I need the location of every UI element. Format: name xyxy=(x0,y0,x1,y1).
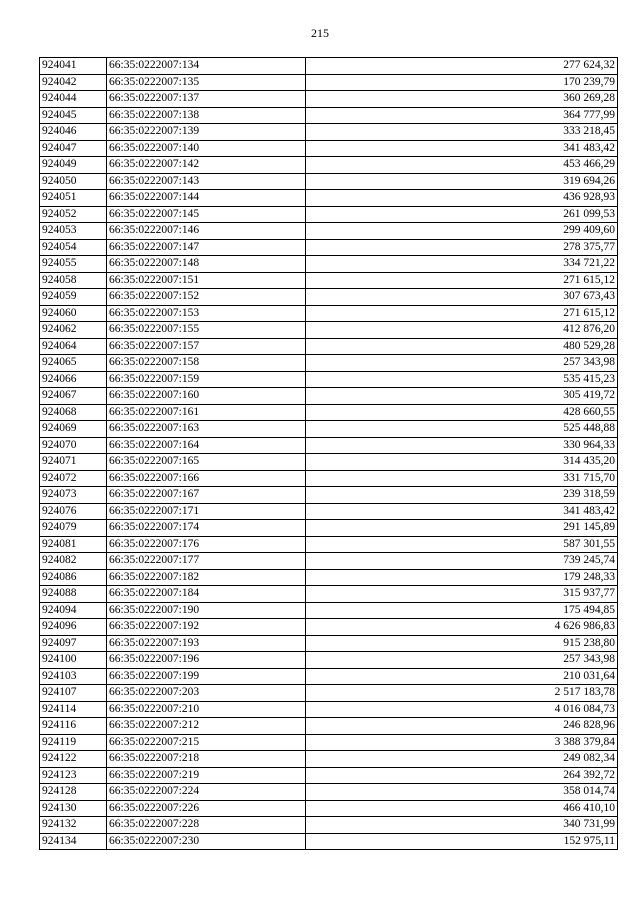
table-row xyxy=(40,91,618,108)
cadastral-number-cell: 66:35:0222007:146 xyxy=(107,223,306,240)
table-row xyxy=(40,173,618,190)
value-cell: 257 343,98 xyxy=(306,652,618,669)
value-cell: 179 248,33 xyxy=(306,569,618,586)
cadastral-number-cell: 66:35:0222007:228 xyxy=(107,817,306,834)
table-row xyxy=(40,421,618,438)
row-id-cell: 924100 xyxy=(40,652,107,669)
cadastral-number-cell: 66:35:0222007:203 xyxy=(107,685,306,702)
table-row xyxy=(40,668,618,685)
row-id-cell: 924044 xyxy=(40,91,107,108)
table-row xyxy=(40,140,618,157)
value-cell: 299 409,60 xyxy=(306,223,618,240)
table-row xyxy=(40,619,618,636)
table-row xyxy=(40,256,618,273)
row-id-cell: 924064 xyxy=(40,338,107,355)
table-row xyxy=(40,338,618,355)
value-cell: 314 435,20 xyxy=(306,454,618,471)
table-row xyxy=(40,520,618,537)
value-cell: 535 415,23 xyxy=(306,371,618,388)
table-row xyxy=(40,437,618,454)
row-id-cell: 924103 xyxy=(40,668,107,685)
table-row xyxy=(40,289,618,306)
value-cell: 466 410,10 xyxy=(306,800,618,817)
row-id-cell: 924041 xyxy=(40,58,107,75)
cadastral-number-cell: 66:35:0222007:177 xyxy=(107,553,306,570)
cadastral-number-cell: 66:35:0222007:196 xyxy=(107,652,306,669)
row-id-cell: 924055 xyxy=(40,256,107,273)
value-cell: 257 343,98 xyxy=(306,355,618,372)
value-cell: 278 375,77 xyxy=(306,239,618,256)
cadastral-number-cell: 66:35:0222007:151 xyxy=(107,272,306,289)
row-id-cell: 924088 xyxy=(40,586,107,603)
cadastral-number-cell: 66:35:0222007:153 xyxy=(107,305,306,322)
value-cell: 453 466,29 xyxy=(306,157,618,174)
table-row xyxy=(40,503,618,520)
table-row xyxy=(40,355,618,372)
cadastral-number-cell: 66:35:0222007:155 xyxy=(107,322,306,339)
table-row xyxy=(40,569,618,586)
value-cell: 360 269,28 xyxy=(306,91,618,108)
value-cell: 307 673,43 xyxy=(306,289,618,306)
table-row xyxy=(40,404,618,421)
table-row xyxy=(40,388,618,405)
table-row xyxy=(40,371,618,388)
cadastral-number-cell: 66:35:0222007:157 xyxy=(107,338,306,355)
table-row xyxy=(40,223,618,240)
row-id-cell: 924053 xyxy=(40,223,107,240)
row-id-cell: 924067 xyxy=(40,388,107,405)
row-id-cell: 924076 xyxy=(40,503,107,520)
row-id-cell: 924094 xyxy=(40,602,107,619)
table-row xyxy=(40,586,618,603)
cadastral-number-cell: 66:35:0222007:226 xyxy=(107,800,306,817)
row-id-cell: 924116 xyxy=(40,718,107,735)
table-row xyxy=(40,239,618,256)
cadastral-number-cell: 66:35:0222007:182 xyxy=(107,569,306,586)
table-row xyxy=(40,206,618,223)
cadastral-number-cell: 66:35:0222007:218 xyxy=(107,751,306,768)
table-row xyxy=(40,784,618,801)
value-cell: 319 694,26 xyxy=(306,173,618,190)
value-cell: 436 928,93 xyxy=(306,190,618,207)
value-cell: 331 715,70 xyxy=(306,470,618,487)
table-row xyxy=(40,751,618,768)
page-number: 215 xyxy=(311,26,329,40)
cadastral-number-cell: 66:35:0222007:137 xyxy=(107,91,306,108)
table-row xyxy=(40,74,618,91)
cadastral-number-cell: 66:35:0222007:158 xyxy=(107,355,306,372)
table-row xyxy=(40,107,618,124)
cadastral-number-cell: 66:35:0222007:165 xyxy=(107,454,306,471)
row-id-cell: 924107 xyxy=(40,685,107,702)
cadastral-number-cell: 66:35:0222007:160 xyxy=(107,388,306,405)
row-id-cell: 924047 xyxy=(40,140,107,157)
cadastral-number-cell: 66:35:0222007:192 xyxy=(107,619,306,636)
value-cell: 334 721,22 xyxy=(306,256,618,273)
cadastral-number-cell: 66:35:0222007:199 xyxy=(107,668,306,685)
value-cell: 330 964,33 xyxy=(306,437,618,454)
row-id-cell: 924070 xyxy=(40,437,107,454)
row-id-cell: 924081 xyxy=(40,536,107,553)
cadastral-number-cell: 66:35:0222007:176 xyxy=(107,536,306,553)
table-row xyxy=(40,470,618,487)
cadastral-number-cell: 66:35:0222007:140 xyxy=(107,140,306,157)
value-cell: 210 031,64 xyxy=(306,668,618,685)
table-row xyxy=(40,734,618,751)
value-cell: 315 937,77 xyxy=(306,586,618,603)
row-id-cell: 924079 xyxy=(40,520,107,537)
cadastral-number-cell: 66:35:0222007:135 xyxy=(107,74,306,91)
table-row xyxy=(40,718,618,735)
row-id-cell: 924060 xyxy=(40,305,107,322)
row-id-cell: 924058 xyxy=(40,272,107,289)
row-id-cell: 924062 xyxy=(40,322,107,339)
value-cell: 277 624,32 xyxy=(306,58,618,75)
value-cell: 4 016 084,73 xyxy=(306,701,618,718)
value-cell: 305 419,72 xyxy=(306,388,618,405)
value-cell: 249 082,34 xyxy=(306,751,618,768)
cadastral-value-table xyxy=(39,57,618,850)
cadastral-number-cell: 66:35:0222007:147 xyxy=(107,239,306,256)
table-row xyxy=(40,124,618,141)
row-id-cell: 924054 xyxy=(40,239,107,256)
row-id-cell: 924082 xyxy=(40,553,107,570)
row-id-cell: 924051 xyxy=(40,190,107,207)
cadastral-number-cell: 66:35:0222007:171 xyxy=(107,503,306,520)
cadastral-number-cell: 66:35:0222007:139 xyxy=(107,124,306,141)
row-id-cell: 924049 xyxy=(40,157,107,174)
row-id-cell: 924128 xyxy=(40,784,107,801)
table-row xyxy=(40,767,618,784)
table-row xyxy=(40,685,618,702)
cadastral-number-cell: 66:35:0222007:163 xyxy=(107,421,306,438)
row-id-cell: 924097 xyxy=(40,635,107,652)
value-cell: 587 301,55 xyxy=(306,536,618,553)
value-cell: 341 483,42 xyxy=(306,140,618,157)
cadastral-number-cell: 66:35:0222007:152 xyxy=(107,289,306,306)
cadastral-number-cell: 66:35:0222007:142 xyxy=(107,157,306,174)
value-cell: 333 218,45 xyxy=(306,124,618,141)
row-id-cell: 924046 xyxy=(40,124,107,141)
value-cell: 525 448,88 xyxy=(306,421,618,438)
table-row xyxy=(40,553,618,570)
value-cell: 152 975,11 xyxy=(306,833,618,850)
value-cell: 4 626 986,83 xyxy=(306,619,618,636)
table-row xyxy=(40,701,618,718)
value-cell: 2 517 183,78 xyxy=(306,685,618,702)
value-cell: 261 099,53 xyxy=(306,206,618,223)
cadastral-number-cell: 66:35:0222007:210 xyxy=(107,701,306,718)
table-row xyxy=(40,190,618,207)
cadastral-number-cell: 66:35:0222007:215 xyxy=(107,734,306,751)
value-cell: 246 828,96 xyxy=(306,718,618,735)
table-row xyxy=(40,58,618,75)
value-cell: 428 660,55 xyxy=(306,404,618,421)
value-cell: 271 615,12 xyxy=(306,305,618,322)
table-row xyxy=(40,652,618,669)
row-id-cell: 924069 xyxy=(40,421,107,438)
row-id-cell: 924065 xyxy=(40,355,107,372)
cadastral-number-cell: 66:35:0222007:193 xyxy=(107,635,306,652)
row-id-cell: 924086 xyxy=(40,569,107,586)
table-body xyxy=(40,58,618,850)
cadastral-number-cell: 66:35:0222007:144 xyxy=(107,190,306,207)
cadastral-number-cell: 66:35:0222007:184 xyxy=(107,586,306,603)
cadastral-number-cell: 66:35:0222007:143 xyxy=(107,173,306,190)
value-cell: 739 245,74 xyxy=(306,553,618,570)
row-id-cell: 924134 xyxy=(40,833,107,850)
value-cell: 264 392,72 xyxy=(306,767,618,784)
cadastral-number-cell: 66:35:0222007:159 xyxy=(107,371,306,388)
row-id-cell: 924068 xyxy=(40,404,107,421)
row-id-cell: 924059 xyxy=(40,289,107,306)
row-id-cell: 924052 xyxy=(40,206,107,223)
cadastral-number-cell: 66:35:0222007:145 xyxy=(107,206,306,223)
row-id-cell: 924096 xyxy=(40,619,107,636)
cadastral-number-cell: 66:35:0222007:230 xyxy=(107,833,306,850)
value-cell: 271 615,12 xyxy=(306,272,618,289)
table-row xyxy=(40,602,618,619)
table-row xyxy=(40,536,618,553)
cadastral-number-cell: 66:35:0222007:224 xyxy=(107,784,306,801)
value-cell: 480 529,28 xyxy=(306,338,618,355)
row-id-cell: 924123 xyxy=(40,767,107,784)
value-cell: 412 876,20 xyxy=(306,322,618,339)
cadastral-number-cell: 66:35:0222007:190 xyxy=(107,602,306,619)
row-id-cell: 924114 xyxy=(40,701,107,718)
table-row xyxy=(40,487,618,504)
row-id-cell: 924119 xyxy=(40,734,107,751)
table-row xyxy=(40,635,618,652)
row-id-cell: 924050 xyxy=(40,173,107,190)
value-cell: 340 731,99 xyxy=(306,817,618,834)
cadastral-number-cell: 66:35:0222007:212 xyxy=(107,718,306,735)
row-id-cell: 924132 xyxy=(40,817,107,834)
row-id-cell: 924073 xyxy=(40,487,107,504)
cadastral-number-cell: 66:35:0222007:161 xyxy=(107,404,306,421)
cadastral-number-cell: 66:35:0222007:174 xyxy=(107,520,306,537)
value-cell: 175 494,85 xyxy=(306,602,618,619)
row-id-cell: 924042 xyxy=(40,74,107,91)
row-id-cell: 924130 xyxy=(40,800,107,817)
row-id-cell: 924072 xyxy=(40,470,107,487)
table-row xyxy=(40,305,618,322)
table-row xyxy=(40,322,618,339)
table-row xyxy=(40,817,618,834)
cadastral-number-cell: 66:35:0222007:134 xyxy=(107,58,306,75)
cadastral-number-cell: 66:35:0222007:138 xyxy=(107,107,306,124)
value-cell: 358 014,74 xyxy=(306,784,618,801)
value-cell: 239 318,59 xyxy=(306,487,618,504)
value-cell: 915 238,80 xyxy=(306,635,618,652)
row-id-cell: 924045 xyxy=(40,107,107,124)
cadastral-number-cell: 66:35:0222007:167 xyxy=(107,487,306,504)
value-cell: 3 388 379,84 xyxy=(306,734,618,751)
table-row xyxy=(40,157,618,174)
row-id-cell: 924066 xyxy=(40,371,107,388)
cadastral-number-cell: 66:35:0222007:166 xyxy=(107,470,306,487)
value-cell: 364 777,99 xyxy=(306,107,618,124)
cadastral-number-cell: 66:35:0222007:219 xyxy=(107,767,306,784)
value-cell: 341 483,42 xyxy=(306,503,618,520)
table-row xyxy=(40,454,618,471)
table-row xyxy=(40,833,618,850)
cadastral-number-cell: 66:35:0222007:164 xyxy=(107,437,306,454)
value-cell: 170 239,79 xyxy=(306,74,618,91)
row-id-cell: 924071 xyxy=(40,454,107,471)
value-cell: 291 145,89 xyxy=(306,520,618,537)
table-row xyxy=(40,800,618,817)
cadastral-number-cell: 66:35:0222007:148 xyxy=(107,256,306,273)
table-row xyxy=(40,272,618,289)
row-id-cell: 924122 xyxy=(40,751,107,768)
